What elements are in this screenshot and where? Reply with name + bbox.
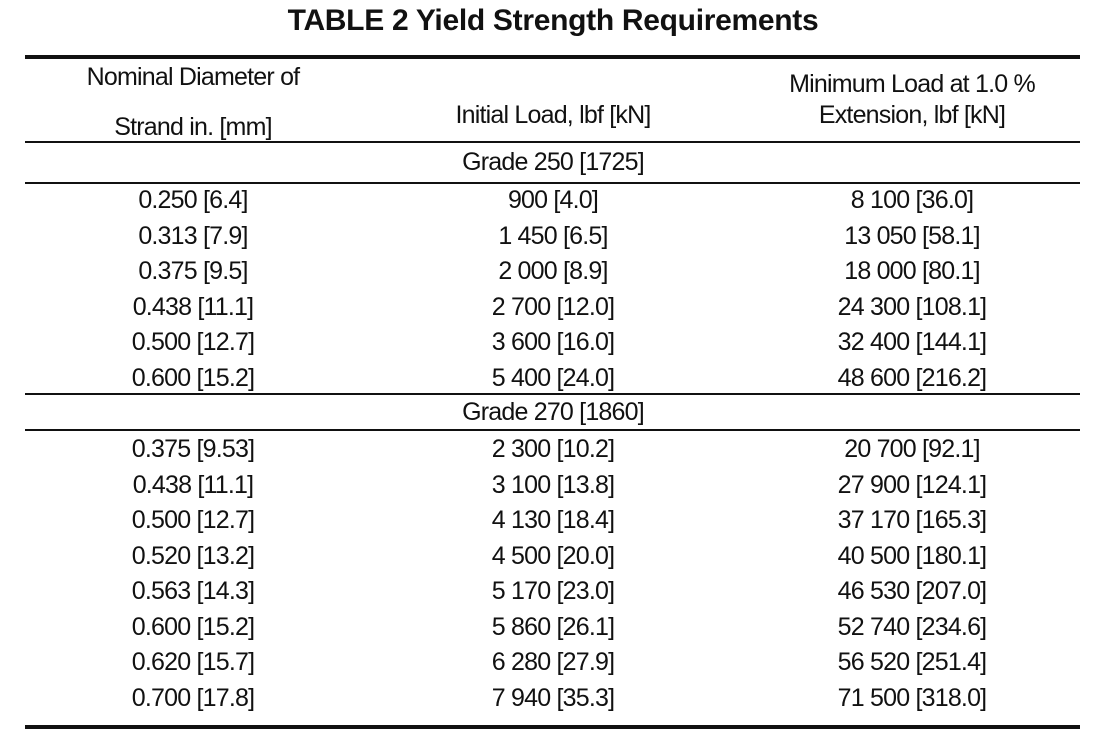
cell-min-load: 56 520 [251.4] <box>837 648 987 676</box>
cell-initial-load: 2 700 [12.0] <box>491 292 615 321</box>
cell-diameter: 0.438 [11.1] <box>132 292 254 321</box>
table-title: TABLE 2 Yield Strength Requirements <box>287 4 819 37</box>
cell-min-load: 46 530 [207.0] <box>837 577 987 605</box>
cell-initial-load: 3 100 [13.8] <box>491 470 615 499</box>
header-rule <box>25 141 1080 143</box>
cell-min-load: 18 000 [80.1] <box>844 257 980 285</box>
table-row <box>0 648 1106 683</box>
cell-min-load: 13 050 [58.1] <box>844 221 980 250</box>
cell-diameter: 0.375 [9.53] <box>131 435 255 463</box>
cell-min-load: 20 700 [92.1] <box>844 435 980 463</box>
header-initial-load: Initial Load, lbf [kN] <box>455 101 651 129</box>
table-row <box>0 222 1106 257</box>
bottom-rule <box>25 725 1080 729</box>
table-row <box>0 435 1106 470</box>
table-row <box>0 506 1106 541</box>
cell-initial-load: 7 940 [35.3] <box>491 683 615 712</box>
table-row <box>0 293 1106 328</box>
cell-diameter: 0.375 [9.5] <box>138 257 248 285</box>
cell-diameter: 0.500 [12.7] <box>131 506 255 534</box>
cell-diameter: 0.313 [7.9] <box>138 221 248 250</box>
table-row <box>0 613 1106 648</box>
table-row <box>0 684 1106 719</box>
grade-rule <box>25 182 1080 184</box>
table-row <box>0 577 1106 612</box>
table-row <box>0 186 1106 221</box>
cell-diameter: 0.700 [17.8] <box>131 683 255 712</box>
cell-initial-load: 5 400 [24.0] <box>491 363 615 392</box>
grade-rule <box>25 429 1080 431</box>
top-rule <box>25 55 1080 59</box>
table-row <box>0 328 1106 363</box>
cell-min-load: 37 170 [165.3] <box>837 506 987 534</box>
header-diameter-line2: Strand in. [mm] <box>114 113 272 141</box>
header-diameter-line1: Nominal Diameter of <box>86 63 300 91</box>
header-min-load-line1: Minimum Load at 1.0 % <box>789 70 1035 98</box>
cell-initial-load: 2 300 [10.2] <box>491 435 615 463</box>
cell-initial-load: 1 450 [6.5] <box>498 221 608 250</box>
cell-diameter: 0.600 [15.2] <box>131 363 255 392</box>
header-min-load-line2: Extension, lbf [kN] <box>818 101 1006 129</box>
cell-diameter: 0.563 [14.3] <box>131 577 255 605</box>
cell-initial-load: 4 130 [18.4] <box>491 506 615 534</box>
cell-diameter: 0.500 [12.7] <box>131 328 255 356</box>
cell-min-load: 8 100 [36.0] <box>850 186 974 214</box>
cell-initial-load: 4 500 [20.0] <box>491 541 615 570</box>
cell-diameter: 0.620 [15.7] <box>131 648 255 676</box>
cell-min-load: 27 900 [124.1] <box>837 470 987 499</box>
cell-min-load: 24 300 [108.1] <box>837 292 987 321</box>
cell-min-load: 71 500 [318.0] <box>837 683 987 712</box>
cell-min-load: 52 740 [234.6] <box>837 612 987 641</box>
cell-min-load: 48 600 [216.2] <box>837 363 987 392</box>
cell-diameter: 0.438 [11.1] <box>132 470 254 499</box>
cell-min-load: 40 500 [180.1] <box>837 541 987 570</box>
cell-diameter: 0.600 [15.2] <box>131 612 255 641</box>
cell-initial-load: 3 600 [16.0] <box>491 328 615 356</box>
cell-initial-load: 2 000 [8.9] <box>498 257 608 285</box>
cell-initial-load: 5 170 [23.0] <box>491 577 615 605</box>
group-separator-rule <box>25 393 1080 395</box>
cell-diameter: 0.250 [6.4] <box>138 186 248 214</box>
grade-label: Grade 250 [1725] <box>462 148 644 176</box>
table-row <box>0 542 1106 577</box>
cell-diameter: 0.520 [13.2] <box>131 541 255 570</box>
table-row <box>0 471 1106 506</box>
cell-initial-load: 6 280 [27.9] <box>491 648 615 676</box>
cell-min-load: 32 400 [144.1] <box>837 328 987 356</box>
table-row <box>0 257 1106 292</box>
cell-initial-load: 5 860 [26.1] <box>491 612 615 641</box>
cell-initial-load: 900 [4.0] <box>507 186 599 214</box>
grade-label: Grade 270 [1860] <box>462 398 644 426</box>
